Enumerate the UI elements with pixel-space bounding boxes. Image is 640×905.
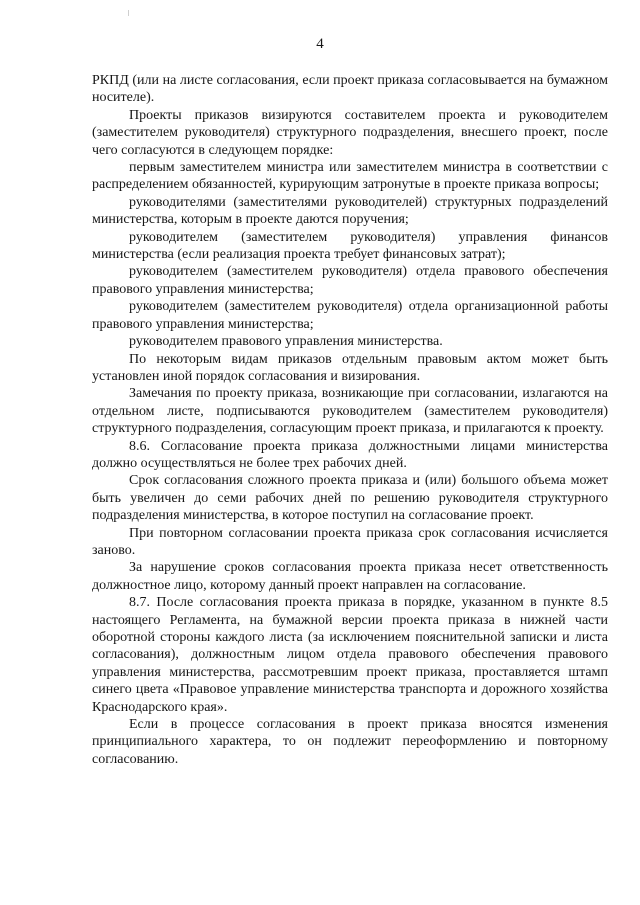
list-item-legal-support-head: руководителем (заместителем руководителя) отдела правового обеспечения правового управления министерства; [92,264,608,297]
document-body [92,72,608,768]
list-item-first-deputy: первым заместителем министра или заместителем министра в соответствии с распределением обязанностей, курирующим затронутые в проекте приказа вопросы; [92,160,608,193]
list-item-finance-head: руководителем (заместителем руководителя) управления финансов министерства (если реализация проекта требует финансовых затрат); [92,229,608,263]
paragraph-reformatting: Если в процессе согласования в проект приказа вносятся изменения принципиального характера, то он подлежит переоформлению и повторному согласованию. [92,717,608,767]
paragraph-responsibility: За нарушение сроков согласования проекта приказа несет ответственность должностное лицо, которому данный проект направлен на согласование. [92,560,608,593]
page-number: 4 [316,36,324,52]
paragraph-8-7: 8.7. После согласования проекта приказа в порядке, указанном в пункте 8.5 настоящего Регламента, на бумажной версии проекта приказа в нижней части оборотной стороны каждого листа (за исключением пояснительной записки и листа согласования), должностным лицом отдела правового обеспечения правового управления министерства, рассмотревшим проект приказа, проставляется штамп синего цвета «Правовое управление министерства транспорта и дорожного хозяйства Краснодарского края». [92,595,608,715]
scan-artifact-mark [128,10,129,16]
paragraph-repeat-approval: При повторном согласовании проекта приказа срок согласования исчисляется заново. [92,525,608,558]
paragraph-remarks: Замечания по проекту приказа, возникающие при согласовании, излагаются на отдельном листе, подписываются руководителем (заместителем руководителя) структурного подразделения, согласующим проект приказа, и прилагаются к проекту. [92,386,608,437]
list-item-organizational-head: руководителем (заместителем руководителя) отдела организационной работы правового управления министерства; [92,299,608,332]
list-item-legal-department-head: руководителем правового управления министерства. [129,334,443,350]
paragraph-complex-project-term: Срок согласования сложного проекта приказа и (или) большого объема может быть увеличен до семи рабочих дней по решению руководителя структурного подразделения министерства, в которое поступил на согласование проект. [92,473,608,524]
paragraph-8-6: 8.6. Согласование проекта приказа должностными лицами министерства должно осуществляться не более трех рабочих дней. [92,438,608,471]
list-item-division-heads: руководителями (заместителями руководителей) структурных подразделений министерства, которым в проекте даются поручения; [92,194,608,228]
paragraph-approval-order: Проекты приказов визируются составителем проекта и руководителем (заместителем руководителя) структурного подразделения, внесшего проект, после чего согласуются в следующем порядке: [92,107,608,158]
paragraph-continuation: РКПД (или на листе согласования, если проект приказа согласовывается на бумажном носителе). [92,73,608,106]
paragraph-other-order: По некоторым видам приказов отдельным правовым актом может быть установлен иной порядок согласования и визирования. [92,351,608,384]
